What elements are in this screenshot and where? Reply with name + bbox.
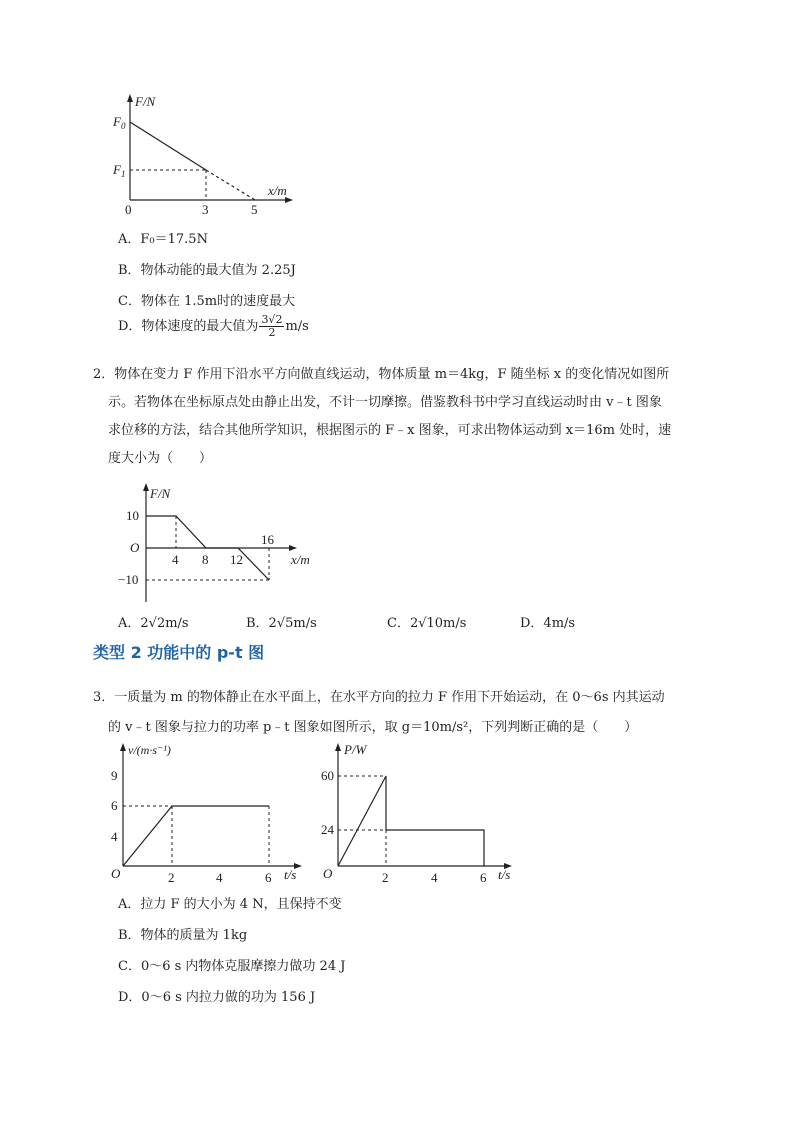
y-axis-arrow — [127, 94, 133, 102]
y-tick-6: 6 — [111, 798, 118, 813]
q2-text-line-4: 度大小为（ ） — [108, 451, 213, 466]
force-line-solid — [130, 122, 206, 170]
y-axis-arrow — [335, 743, 341, 751]
x-tick-16: 16 — [261, 532, 274, 547]
q3-option-b[interactable]: B．物体的质量为 1kg — [118, 928, 248, 943]
q1-option-d[interactable] — [118, 314, 309, 339]
x-tick-12: 12 — [230, 552, 243, 567]
q3-option-c[interactable]: C．0～6 s 内物体克服摩擦力做功 24 J — [118, 959, 346, 974]
y-axis-label: P/W — [344, 742, 367, 757]
q2-text-line-1: 2．物体在变力 F 作用下沿水平方向做直线运动，物体质量 m＝4kg，F 随坐标 x 的变化情况如图所 — [93, 367, 670, 382]
x-axis-label: x/m — [291, 552, 310, 567]
y-tick-24: 24 — [321, 822, 334, 837]
q2-text-line-2: 示。若物体在坐标原点处由静止出发，不计一切摩擦。借鉴教科书中学习直线运动时由 v﹣t 图象 — [108, 395, 662, 410]
q2-option-a[interactable]: A．2√2m/s — [118, 616, 189, 631]
y-tick-9: 9 — [111, 768, 118, 783]
q1-option-d-unit: m/s — [285, 319, 309, 334]
y-axis-arrow — [143, 483, 149, 491]
q3-text-line-1: 3．一质量为 m 的物体静止在水平面上，在水平方向的拉力 F 作用下开始运动，在 0～6s 内其运动 — [93, 690, 665, 705]
q2-option-c[interactable]: C．2√10m/s — [387, 616, 467, 631]
y-axis-label: v/(m·s⁻¹) — [128, 743, 171, 757]
x-tick-2: 2 — [168, 870, 175, 885]
q1-option-a[interactable]: A．F₀＝17.5N — [118, 232, 208, 247]
q2-text-line-3: 求位移的方法，结合其他所学知识，根据图示的 F﹣x 图象，可求出物体运动到 x＝16m 处时，速 — [108, 423, 672, 438]
origin-label: O — [323, 866, 333, 881]
x-axis-arrow — [289, 545, 297, 551]
x-tick-4: 4 — [431, 870, 438, 885]
q1-option-d-prefix: D．物体速度的最大值为 — [118, 319, 259, 334]
x-tick-8: 8 — [202, 552, 209, 567]
tick-5: 5 — [251, 202, 258, 217]
origin-label: O — [130, 540, 140, 555]
velocity-curve — [123, 806, 269, 866]
x-tick-2: 2 — [382, 870, 389, 885]
y-tick-4: 4 — [111, 829, 118, 844]
q2-option-b[interactable]: B．2√5m/s — [246, 616, 317, 631]
y-axis-arrow — [120, 743, 126, 751]
y-axis-label: F/N — [135, 94, 156, 109]
x-tick-4: 4 — [172, 552, 179, 567]
graph-f-x-1 — [105, 90, 300, 220]
force-line-dashed — [206, 170, 255, 200]
x-tick-4: 4 — [216, 870, 223, 885]
x-tick-6: 6 — [265, 870, 272, 885]
y-tick-10: 10 — [126, 508, 139, 523]
q2-option-d[interactable]: D．4m/s — [520, 616, 576, 631]
graph-v-t — [108, 740, 308, 885]
graph-f-x-2 — [108, 480, 328, 610]
section-heading: 类型 2 功能中的 p-t 图 — [93, 643, 265, 662]
y-tick-60: 60 — [321, 768, 334, 783]
f0-label: $F_0$ — [113, 114, 126, 131]
x-tick-6: 6 — [480, 870, 487, 885]
x-axis-label: x/m — [268, 183, 287, 198]
tick-3: 3 — [202, 202, 209, 217]
x-axis-label: t/s — [498, 867, 511, 882]
y-axis-label: F/N — [150, 486, 171, 501]
q1-option-c[interactable]: C．物体在 1.5m时的速度最大 — [118, 294, 296, 309]
q1-option-b[interactable]: B．物体动能的最大值为 2.25J — [118, 263, 296, 278]
y-tick-neg10: −10 — [118, 572, 139, 587]
x-axis-label: t/s — [284, 867, 297, 882]
q3-option-a[interactable]: A．拉力 F 的大小为 4 N，且保持不变 — [118, 897, 342, 912]
origin-label: O — [111, 866, 121, 881]
power-curve — [338, 776, 484, 866]
q1-option-d-fraction: $\frac{3√2}{2}$ — [261, 313, 283, 339]
tick-0: 0 — [125, 202, 132, 217]
q3-option-d[interactable]: D．0～6 s 内拉力做的功为 156 J — [118, 990, 316, 1005]
f1-label: $F_1$ — [113, 162, 126, 179]
q3-text-line-2: 的 v﹣t 图象与拉力的功率 p﹣t 图象如图所示，取 g＝10m/s²，下列判断正确的是（ ） — [108, 720, 638, 735]
graph-p-t — [318, 740, 523, 885]
